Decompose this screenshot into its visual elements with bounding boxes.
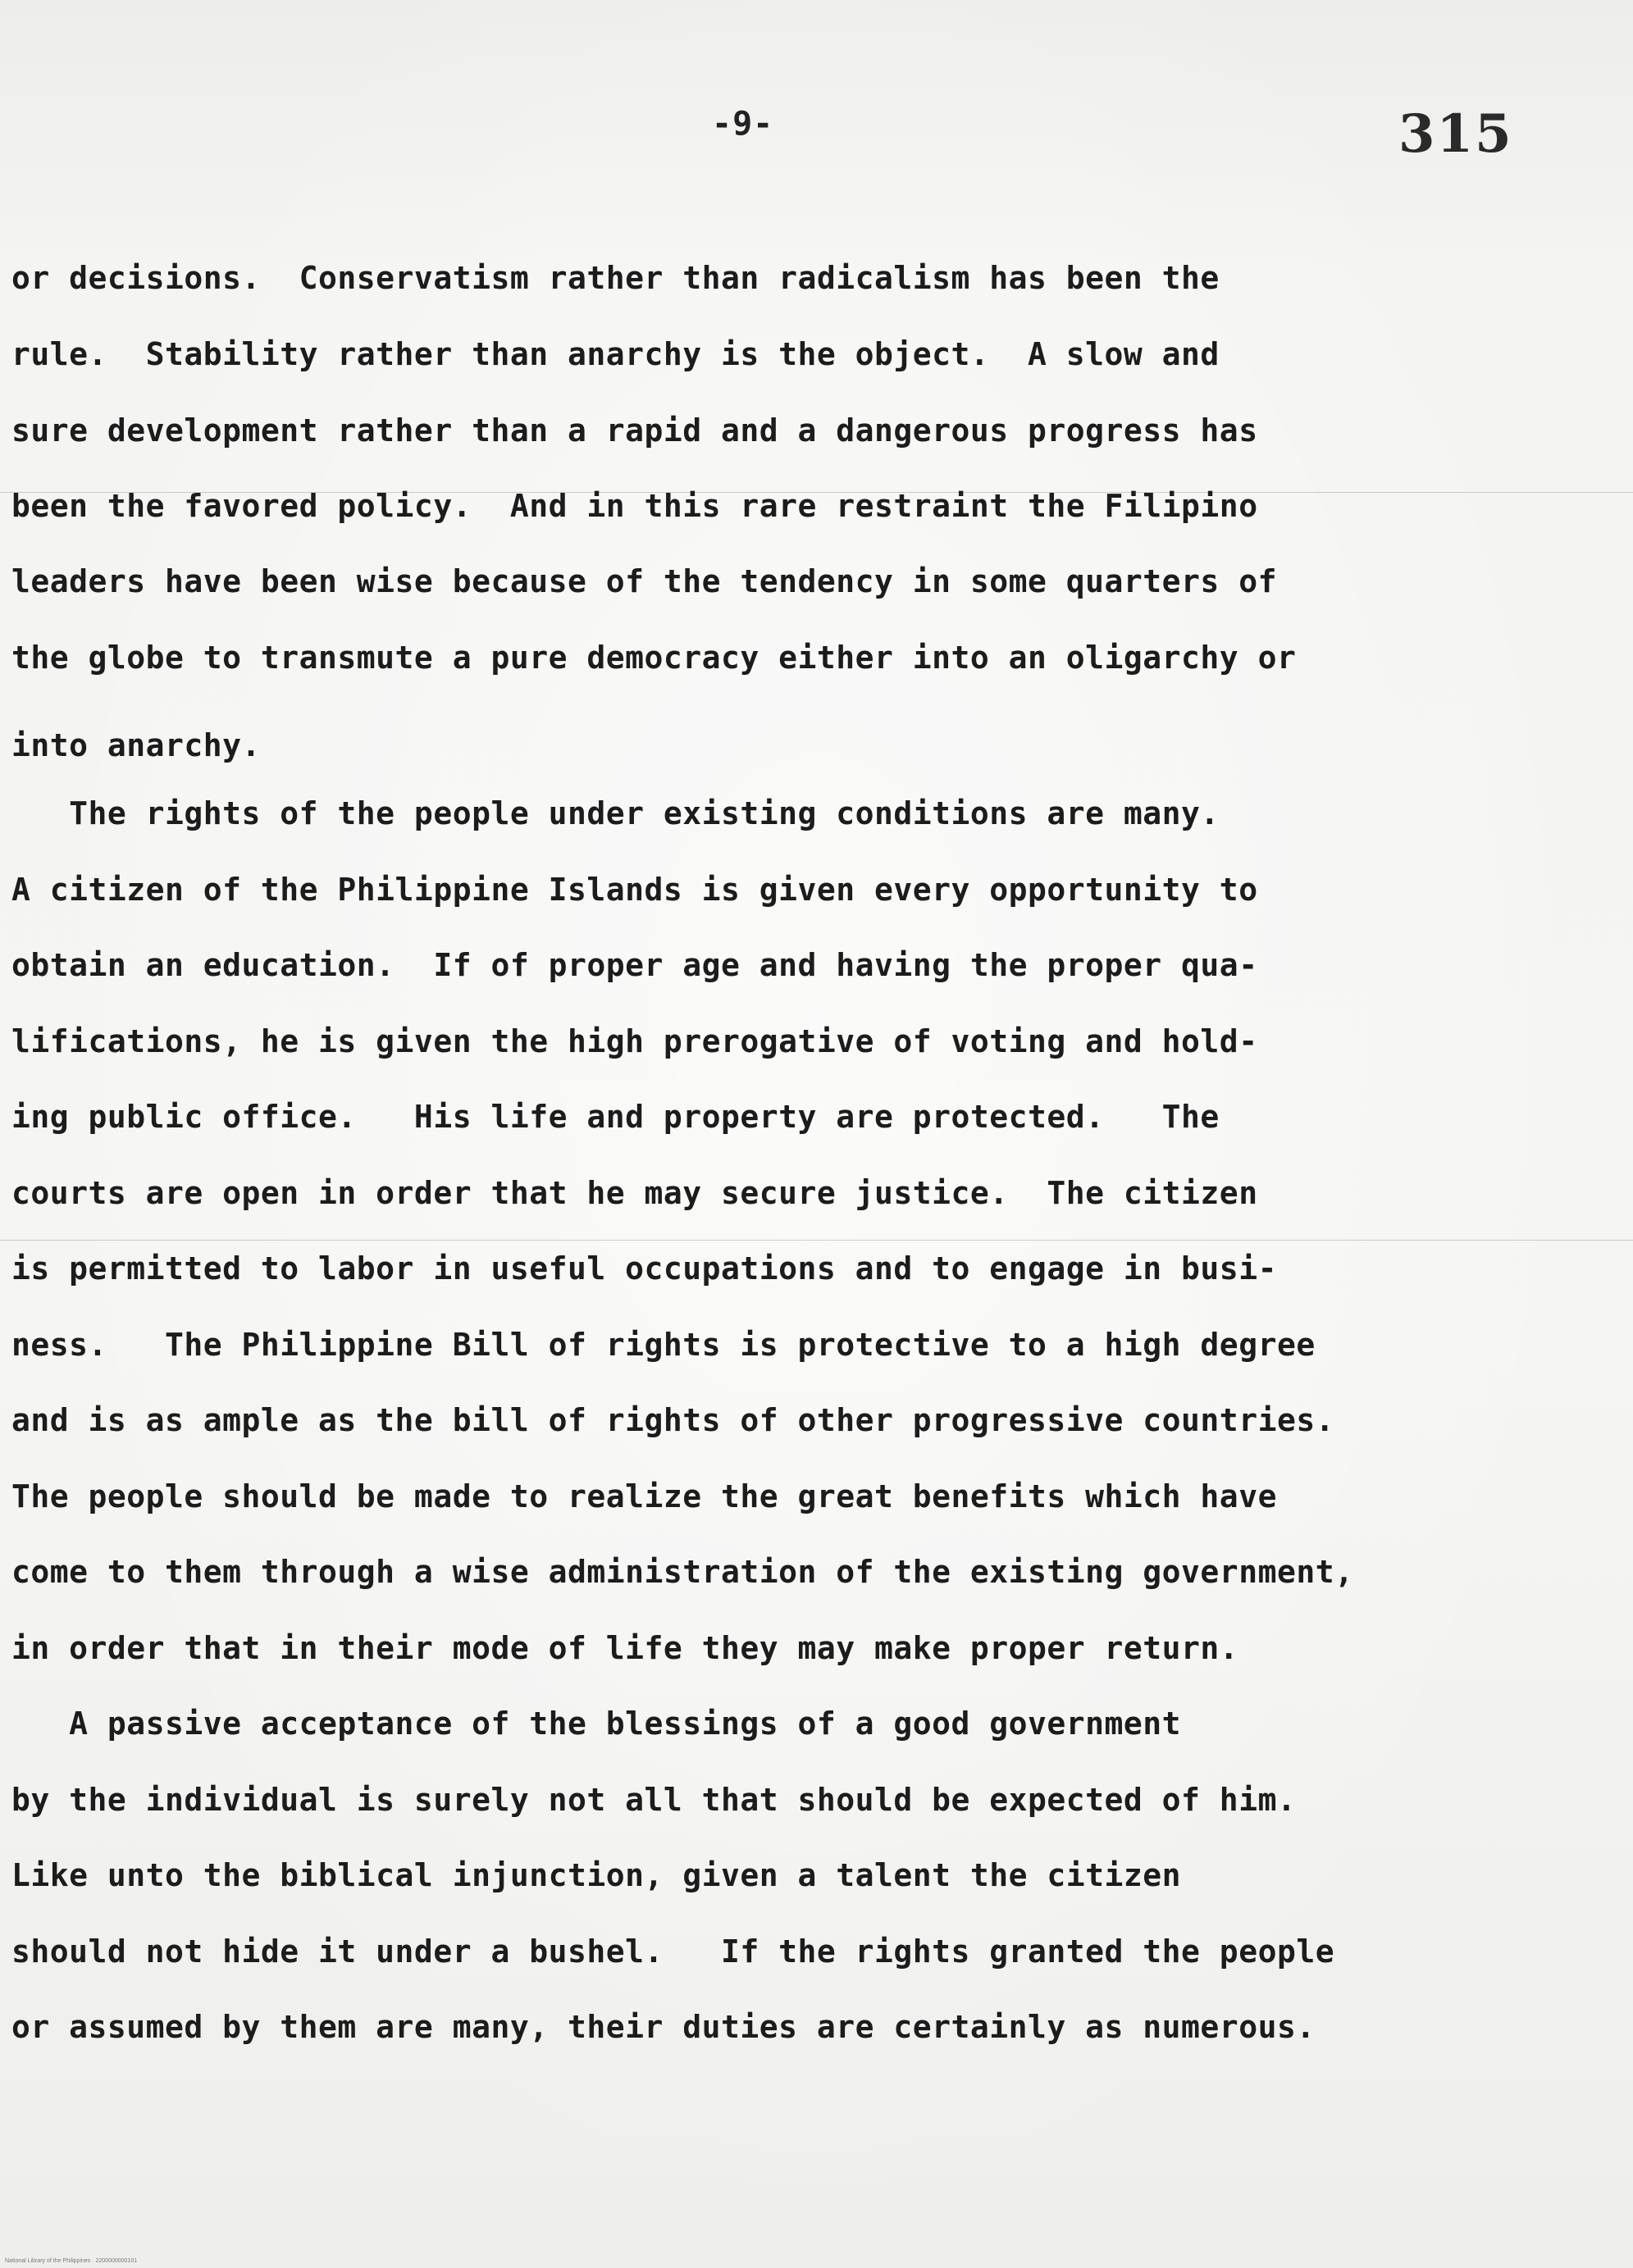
text-line: should not hide it under a bushel. If the rights granted the people <box>11 1933 1335 1970</box>
text-line: been the favored policy. And in this rare restraint the Filipino <box>11 488 1258 524</box>
archive-stamp: National Library of the Philippines · 2200000000101 <box>5 2258 138 2264</box>
text-line: by the individual is surely not all that should be expected of him. <box>11 1782 1297 1818</box>
text-line: A citizen of the Philippine Islands is given every opportunity to <box>11 872 1258 908</box>
text-line: into anarchy. <box>11 727 261 763</box>
text-line: in order that in their mode of life they may make proper return. <box>11 1630 1239 1666</box>
text-line: The rights of the people under existing conditions are many. <box>11 795 1220 831</box>
text-line: or decisions. Conservatism rather than radicalism has been the <box>11 260 1220 296</box>
text-line: the globe to transmute a pure democracy either into an oligarchy or <box>11 640 1297 676</box>
text-line: and is as ample as the bill of rights of other progressive countries. <box>11 1402 1335 1438</box>
text-line: ness. The Philippine Bill of rights is protective to a high degree <box>11 1327 1316 1363</box>
text-line: The people should be made to realize the great benefits which have <box>11 1478 1277 1514</box>
text-line: rule. Stability rather than anarchy is the object. A slow and <box>11 336 1220 372</box>
text-line: come to them through a wise administration of the existing government, <box>11 1554 1354 1590</box>
text-line: A passive acceptance of the blessings of a good government <box>11 1706 1182 1742</box>
text-line: leaders have been wise because of the tendency in some quarters of <box>11 563 1277 599</box>
scan-line <box>0 1240 1633 1241</box>
text-line: obtain an education. If of proper age and having the proper qua- <box>11 947 1258 983</box>
text-line: or assumed by them are many, their duties are certainly as numerous. <box>11 2009 1316 2045</box>
text-line: sure development rather than a rapid and a dangerous progress has <box>11 412 1258 449</box>
text-line: courts are open in order that he may secure justice. The citizen <box>11 1175 1258 1211</box>
text-line: lifications, he is given the high prerogative of voting and hold- <box>11 1023 1258 1059</box>
text-line: ing public office. His life and property are protected. The <box>11 1099 1220 1135</box>
folio-number: 315 <box>1398 103 1513 165</box>
text-line: is permitted to labor in useful occupations and to engage in busi- <box>11 1250 1277 1287</box>
page-number: -9- <box>712 105 774 143</box>
text-line: Like unto the biblical injunction, given a talent the citizen <box>11 1857 1182 1893</box>
